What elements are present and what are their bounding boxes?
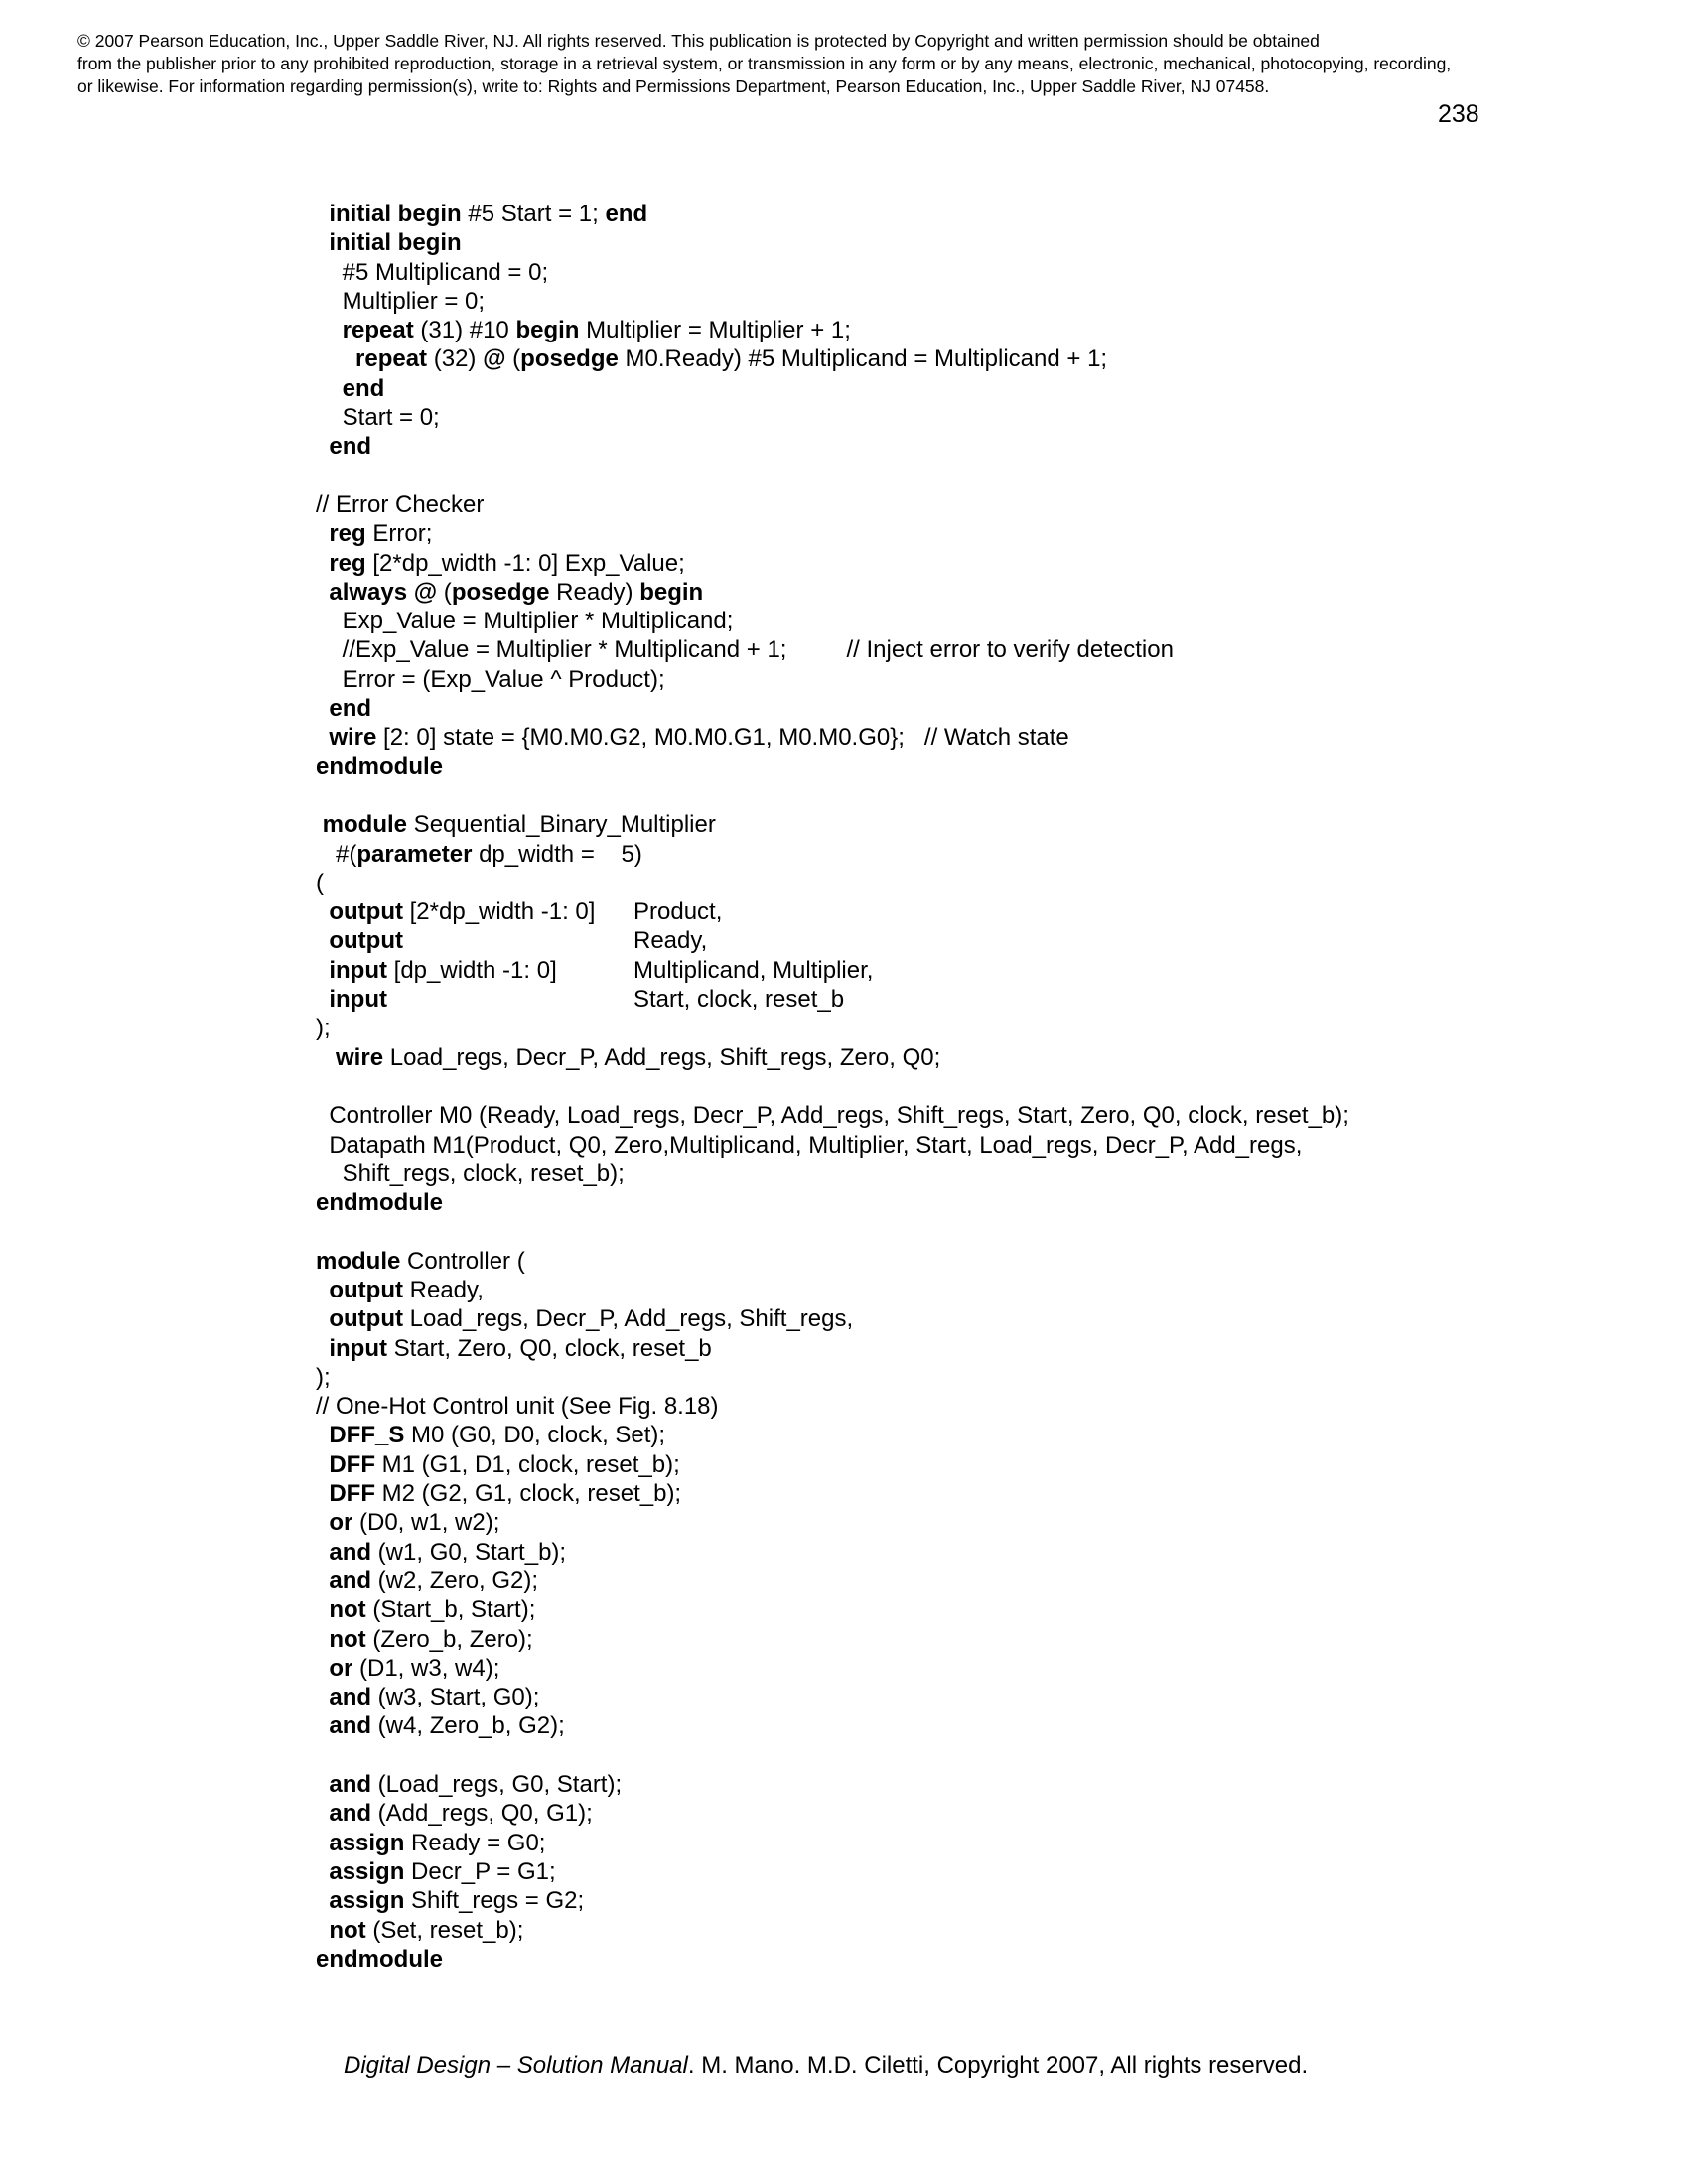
code-text: // Error Checker	[316, 490, 485, 518]
code-line	[316, 1131, 1349, 1160]
code-keyword: end	[605, 201, 648, 227]
code-line	[316, 1160, 1349, 1188]
code-keyword: and	[329, 1800, 372, 1828]
code-line	[316, 578, 1349, 607]
code-keyword: initial begin	[329, 229, 462, 257]
code-text: (Add_regs, Q0, G1);	[371, 1800, 593, 1828]
code-text: Load_regs, Decr_P, Add_regs, Shift_regs,	[402, 1305, 854, 1333]
code-keyword: module	[316, 1247, 401, 1275]
code-text: (D1, w3, w4);	[352, 1654, 500, 1682]
code-text: // One-Hot Control unit (See Fig. 8.18)	[316, 1393, 719, 1421]
code-line	[316, 1217, 1349, 1246]
code-line	[316, 1072, 1349, 1101]
code-keyword: input	[329, 956, 387, 984]
code-keyword: initial begin	[329, 201, 462, 227]
code-line	[316, 374, 1349, 403]
code-line	[316, 1538, 1349, 1567]
code-line	[316, 403, 1349, 432]
code-keyword: always @	[329, 578, 438, 606]
code-keyword: begin	[515, 317, 580, 344]
code-text: (Zero_b, Zero);	[365, 1625, 533, 1653]
code-text	[316, 1568, 329, 1594]
code-text: Multiplier = 0;	[316, 287, 486, 315]
code-text	[316, 550, 329, 577]
code-line	[316, 462, 1349, 490]
code-keyword: and	[329, 1771, 372, 1799]
code-line	[316, 1711, 1349, 1740]
code-text	[316, 1277, 329, 1303]
code-line	[316, 1857, 1349, 1886]
code-line	[316, 287, 1349, 316]
code-line	[316, 316, 1349, 344]
code-text	[316, 201, 329, 227]
code-line	[316, 1770, 1349, 1799]
code-text: (	[505, 345, 521, 373]
code-line	[316, 694, 1349, 723]
code-line	[316, 258, 1349, 287]
code-text: Decr_P = G1;	[404, 1857, 556, 1885]
code-text: Datapath M1(Product, Q0, Zero,Multiplicand, Multiplier, Start, Load_regs, Decr_P, Add_regs,	[316, 1131, 1303, 1159]
code-line	[316, 1043, 1349, 1072]
code-line	[316, 1567, 1349, 1595]
code-line	[316, 1916, 1349, 1945]
code-text: Ready)	[549, 578, 640, 606]
code-line	[316, 1741, 1349, 1770]
code-line	[316, 1625, 1349, 1654]
code-text: (Set, reset_b);	[365, 1916, 524, 1944]
code-line	[316, 752, 1349, 781]
code-line	[316, 344, 1349, 373]
code-port-list: Ready,	[633, 927, 708, 955]
code-line	[316, 607, 1349, 635]
code-text: (D0, w1, w2);	[352, 1509, 500, 1537]
code-text: Start, Zero, Q0, clock, reset_b	[386, 1334, 712, 1362]
copyright-line: or likewise. For information regarding permission(s), write to: Rights and Permissions Department, Pearson Education, Inc., Upper Saddle River, NJ 07458.	[77, 76, 1270, 96]
code-keyword: endmodule	[316, 752, 444, 780]
code-text	[316, 317, 343, 343]
code-line	[316, 200, 1349, 228]
code-text: Shift_regs = G2;	[404, 1887, 585, 1915]
code-line	[316, 490, 1349, 519]
code-text	[316, 1830, 329, 1856]
code-text	[316, 898, 329, 925]
code-text: [2*dp_width -1: 0] Exp_Value;	[365, 549, 685, 577]
code-text	[316, 1771, 329, 1798]
code-line	[316, 432, 1349, 461]
code-text: (w1, G0, Start_b);	[371, 1538, 567, 1566]
code-text: Ready,	[402, 1276, 484, 1303]
code-text: Controller (	[400, 1247, 525, 1275]
code-line	[316, 781, 1349, 810]
code-text	[316, 695, 329, 722]
code-text: M0.Ready) #5 Multiplicand = Multiplicand + 1;	[618, 345, 1108, 373]
code-line	[316, 1304, 1349, 1333]
code-line	[316, 1334, 1349, 1363]
code-text: [2*dp_width -1: 0]	[402, 898, 596, 926]
code-keyword: input	[329, 1334, 387, 1362]
code-keyword: parameter	[356, 840, 473, 868]
code-text: (	[437, 578, 452, 606]
copyright-line: © 2007 Pearson Education, Inc., Upper Saddle River, NJ. All rights reserved. This publication is protected by Copyright and written permission should be obtained	[77, 31, 1320, 51]
footer-citation	[344, 2051, 1308, 2081]
code-line	[316, 926, 1349, 955]
code-keyword: repeat	[355, 345, 428, 373]
code-text: Multiplier = Multiplier + 1;	[579, 317, 851, 344]
code-line	[316, 1799, 1349, 1828]
code-line	[316, 1392, 1349, 1421]
code-keyword: and	[329, 1712, 372, 1740]
code-text: Controller M0 (Ready, Load_regs, Decr_P, Add_regs, Shift_regs, Start, Zero, Q0, clock, reset_b);	[316, 1102, 1349, 1130]
code-keyword: repeat	[342, 317, 414, 344]
code-keyword: endmodule	[316, 1945, 444, 1973]
code-text: (Load_regs, G0, Start);	[371, 1771, 623, 1799]
code-line	[316, 723, 1349, 751]
code-text	[316, 986, 329, 1013]
code-text	[316, 1800, 329, 1827]
code-line	[316, 840, 1349, 869]
code-text: Error = (Exp_Value ^ Product);	[316, 665, 665, 693]
code-line	[316, 1014, 1349, 1042]
code-text	[316, 811, 323, 838]
code-keyword: not	[329, 1625, 366, 1653]
code-keyword: posedge	[520, 345, 619, 373]
code-line	[316, 869, 1349, 897]
code-keyword: DFF	[329, 1480, 375, 1508]
copyright-line: from the publisher prior to any prohibited reproduction, storage in a retrieval system, or transmission in any form or by any means, electronic, mechanical, photocopying, recording,	[77, 54, 1452, 73]
code-text	[316, 1655, 329, 1682]
code-keyword: reg	[329, 520, 366, 548]
code-line	[316, 1595, 1349, 1624]
code-keyword: end	[329, 433, 372, 461]
code-port-list: Start, clock, reset_b	[633, 986, 845, 1014]
code-text	[316, 1044, 336, 1071]
code-line	[316, 549, 1349, 578]
code-text	[316, 1712, 329, 1739]
code-text	[316, 1684, 329, 1710]
code-keyword: DFF	[329, 1450, 375, 1478]
code-line	[316, 1450, 1349, 1479]
code-text: );	[316, 1363, 331, 1391]
code-line	[316, 1276, 1349, 1304]
copyright-notice	[77, 30, 1646, 98]
code-text: dp_width = 5)	[472, 840, 642, 868]
code-keyword: output	[329, 898, 403, 926]
code-keyword: not	[329, 1596, 366, 1624]
code-keyword: end	[329, 695, 372, 723]
code-text	[316, 433, 329, 460]
code-port-list: Product,	[633, 898, 723, 926]
code-text	[316, 1335, 329, 1362]
code-text	[316, 579, 329, 606]
code-keyword: and	[329, 1567, 372, 1594]
code-text: #5 Start = 1;	[461, 201, 606, 227]
code-text: Start = 0;	[316, 404, 440, 432]
code-text: Ready = G0;	[404, 1829, 546, 1856]
code-line	[316, 1363, 1349, 1392]
code-keyword: @	[483, 345, 506, 373]
code-keyword: output	[329, 1276, 403, 1303]
code-line	[316, 1247, 1349, 1276]
code-text: Error;	[365, 520, 433, 548]
code-line	[316, 810, 1349, 839]
code-text: [dp_width -1: 0]	[386, 956, 557, 984]
code-line	[316, 985, 1349, 1014]
code-keyword: end	[342, 374, 385, 402]
code-keyword: endmodule	[316, 1189, 444, 1217]
code-keyword: DFF_S	[329, 1422, 405, 1449]
code-text	[316, 1917, 329, 1944]
code-keyword: output	[329, 1305, 403, 1333]
code-text	[316, 1451, 329, 1478]
code-text: (Start_b, Start);	[365, 1596, 536, 1624]
code-text: (w2, Zero, G2);	[371, 1567, 539, 1594]
code-keyword: begin	[639, 578, 704, 606]
code-text	[316, 1422, 329, 1448]
code-text	[316, 1626, 329, 1653]
code-keyword: output	[329, 927, 403, 955]
code-text: );	[316, 1015, 331, 1042]
code-text	[316, 957, 329, 984]
code-keyword: posedge	[451, 578, 550, 606]
code-text: M0 (G0, D0, clock, Set);	[404, 1422, 666, 1449]
code-line	[316, 1508, 1349, 1537]
code-text: //Exp_Value = Multiplier * Multiplicand + 1; // Inject error to verify detection	[316, 636, 1174, 664]
code-keyword: not	[329, 1916, 366, 1944]
code-line	[316, 1945, 1349, 1974]
code-text: (31) #10	[413, 317, 516, 344]
code-keyword: wire	[336, 1043, 384, 1071]
code-line	[316, 1479, 1349, 1508]
code-text: #(	[316, 840, 357, 868]
code-line	[316, 956, 1349, 985]
code-keyword: input	[329, 986, 387, 1014]
code-text	[316, 1509, 329, 1536]
code-keyword: assign	[329, 1887, 405, 1915]
code-line	[316, 1829, 1349, 1857]
code-keyword: or	[329, 1654, 353, 1682]
code-keyword: or	[329, 1509, 353, 1537]
code-text: (w4, Zero_b, G2);	[371, 1712, 565, 1740]
code-keyword: and	[329, 1538, 372, 1566]
code-line	[316, 1654, 1349, 1683]
code-port-list: Multiplicand, Multiplier,	[633, 956, 874, 984]
code-text	[316, 375, 343, 402]
code-text	[316, 724, 329, 751]
code-line	[316, 635, 1349, 664]
code-text	[316, 1305, 329, 1332]
code-text	[316, 520, 329, 547]
code-text	[316, 1858, 329, 1885]
code-text: Shift_regs, clock, reset_b);	[316, 1160, 625, 1187]
code-keyword: reg	[329, 549, 366, 577]
code-keyword: assign	[329, 1829, 405, 1856]
code-text	[316, 1480, 329, 1507]
code-text: #5 Multiplicand = 0;	[316, 258, 549, 286]
code-text: Sequential_Binary_Multiplier	[407, 811, 716, 839]
code-text	[316, 1887, 329, 1914]
code-line	[316, 1101, 1349, 1130]
code-text: M1 (G1, D1, clock, reset_b);	[375, 1450, 680, 1478]
code-text	[316, 229, 329, 256]
code-line	[316, 1683, 1349, 1711]
code-text: (w3, Start, G0);	[371, 1684, 540, 1711]
code-keyword: assign	[329, 1857, 405, 1885]
footer-title: Digital Design – Solution Manual	[344, 2052, 688, 2079]
page-number: 238	[1438, 100, 1479, 128]
code-line	[316, 228, 1349, 257]
code-line	[316, 1188, 1349, 1217]
code-text: [2: 0] state = {M0.M0.G2, M0.M0.G1, M0.M0.G0}; // Watch state	[376, 724, 1069, 751]
code-line	[316, 897, 1349, 926]
code-line	[316, 665, 1349, 694]
code-text: (32)	[427, 345, 484, 373]
code-keyword: and	[329, 1684, 372, 1711]
code-text	[316, 345, 355, 372]
code-keyword: wire	[329, 724, 377, 751]
code-listing	[316, 200, 1349, 1974]
footer-rest: . M. Mano. M.D. Ciletti, Copyright 2007, All rights reserved.	[687, 2052, 1309, 2079]
code-text: Exp_Value = Multiplier * Multiplicand;	[316, 608, 734, 635]
code-line	[316, 1421, 1349, 1449]
code-line	[316, 1886, 1349, 1915]
code-text: (	[316, 869, 324, 896]
code-line	[316, 519, 1349, 548]
code-text: M2 (G2, G1, clock, reset_b);	[375, 1480, 682, 1508]
code-text: Load_regs, Decr_P, Add_regs, Shift_regs, Zero, Q0;	[383, 1043, 941, 1071]
code-text	[316, 1539, 329, 1566]
code-text	[316, 927, 329, 954]
code-text	[316, 1596, 329, 1623]
code-keyword: module	[322, 811, 408, 839]
